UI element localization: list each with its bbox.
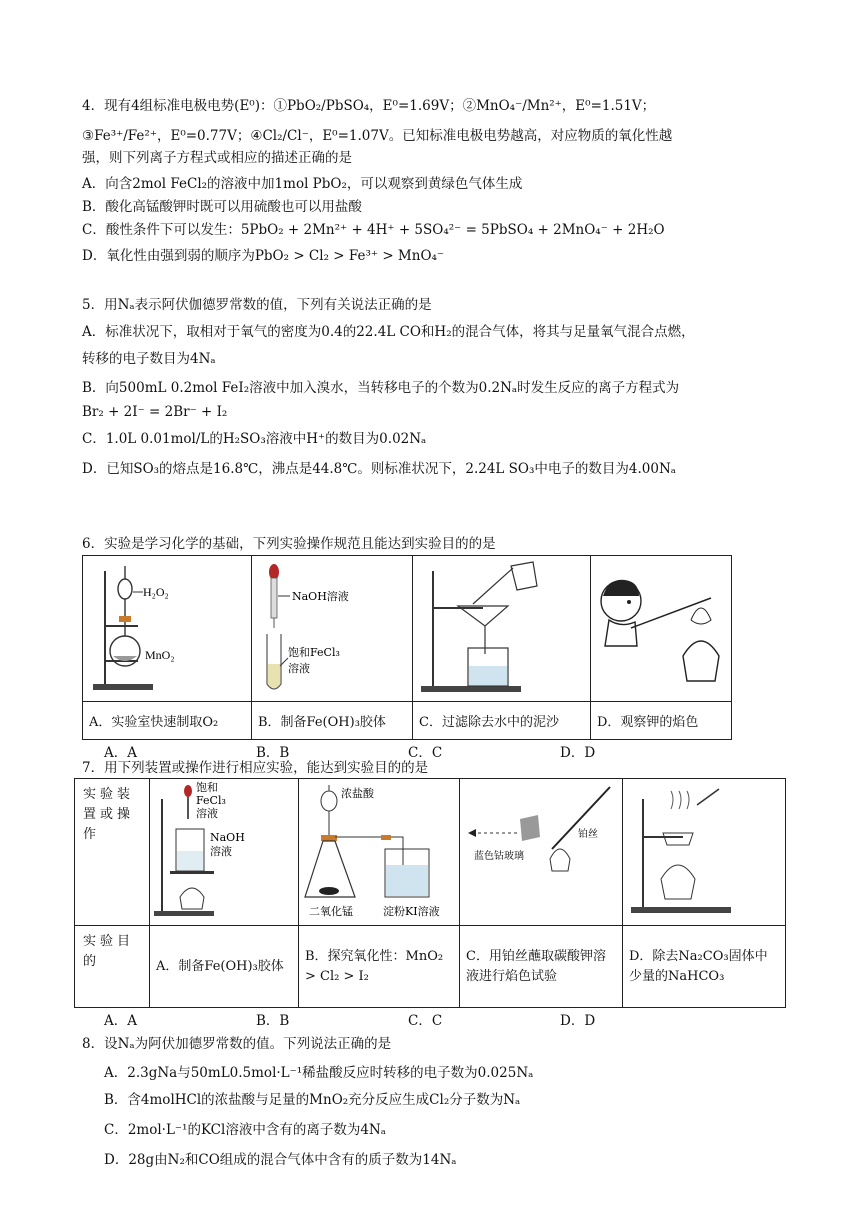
fig-label-bao: 饱和: [196, 781, 218, 794]
q7-answer-d[interactable]: D．D: [560, 1013, 596, 1029]
q5-option-a-line2: 转移的电子数目为4Nₐ: [82, 351, 216, 367]
q6-answer-c[interactable]: C．C: [408, 745, 443, 761]
q6-caption-b: B．制备Fe(OH)₃胶体: [252, 702, 413, 740]
q7-answer-options: [104, 1009, 712, 1029]
q7-stem: 7．用下列装置或操作进行相应实验，能达到实验目的的是: [82, 760, 429, 776]
fig-label-h2o2: H₂O₂: [143, 585, 169, 599]
fig-label-fecl3: FeCl₃: [196, 794, 226, 807]
q7-row-label-apparatus: 实验装置或操作: [75, 779, 150, 926]
dropping-funnel-flask-illustration: [83, 556, 251, 701]
q6-figure-b: [252, 556, 413, 702]
q7-figure-c: [460, 779, 623, 926]
colloid-heating-illustration: [150, 779, 298, 925]
q7-figure-a: [150, 779, 299, 926]
q5-option-c: C．1.0L 0.01mol/L的H₂SO₃溶液中H⁺的数目为0.02Nₐ: [82, 431, 427, 447]
fig-label-hcl: 浓盐酸: [341, 787, 374, 800]
q5-option-b-line1: B．向500mL 0.2mol FeI₂溶液中加入溴水，当转移电子的个数为0.2Nₐ时发生反应的离子方程式为: [82, 380, 680, 396]
q6-figure-c: [413, 556, 591, 702]
q8-stem: 8．设Nₐ为阿伏加德罗常数的值。下列说法正确的是: [82, 1036, 392, 1052]
flame-test-illustration: [460, 779, 622, 925]
q7-caption-b: B．探究氧化性：MnO₂ > Cl₂ > I₂: [299, 926, 460, 1008]
q6-answer-d[interactable]: D．D: [560, 745, 596, 761]
q6-caption-a: A．实验室快速制取O₂: [83, 702, 252, 740]
fig-label-solution: 溶液: [288, 662, 310, 675]
fig-label-mno2: MnO₂: [145, 648, 175, 662]
q4-option-d: D．氧化性由强到弱的顺序为PbO₂ > Cl₂ > Fe³⁺ > MnO₄⁻: [82, 248, 445, 264]
q5-option-a-line1: A．标准状况下，取相对于氧气的密度为0.4的22.4L CO和H₂的混合气体，将其与足量氧气混合点燃，: [82, 324, 695, 340]
q6-figure-d: [591, 556, 732, 702]
q7-answer-a[interactable]: A．A: [104, 1013, 137, 1029]
q5-option-b-line2: Br₂ + 2I⁻ = 2Br⁻ + I₂: [82, 404, 228, 420]
q4-stem-line1: 4．现有4组标准电极电势(E⁰)：①PbO₂/PbSO₄，E⁰=1.69V；②MnO₄⁻/Mn²⁺，E⁰=1.51V；: [82, 98, 656, 114]
fig-label-naoh: NaOH溶液: [292, 590, 349, 603]
q4-option-c: C．酸性条件下可以发生：5PbO₂ + 2Mn²⁺ + 4H⁺ + 5SO₄²⁻ = 5PbSO₄ + 2MnO₄⁻ + 2H₂O: [82, 222, 665, 238]
q8-option-b: B．含4molHCl的浓盐酸与足量的MnO₂充分反应生成Cl₂分子数为Nₐ: [104, 1092, 521, 1108]
q8-option-d: D．28g由N₂和CO组成的混合气体中含有的质子数为14Nₐ: [104, 1152, 457, 1168]
fig-label-rongye2: 溶液: [210, 845, 232, 858]
fig-label-mno2: 二氧化锰: [309, 905, 353, 918]
fig-label-naoh: NaOH: [210, 831, 245, 844]
q8-option-c: C．2mol·L⁻¹的KCl溶液中含有的离子数为4Nₐ: [104, 1122, 386, 1138]
fig-label-fecl3: 饱和FeCl₃: [288, 646, 340, 659]
q6-table: [82, 555, 732, 740]
filtration-apparatus-illustration: [413, 556, 590, 701]
q5-option-d: D．已知SO₃的熔点是16.8℃，沸点是44.8℃。则标准状况下，2.24L SO₃中电子的数目为4.00Nₐ: [82, 461, 676, 477]
q6-answer-b[interactable]: B．B: [256, 745, 290, 761]
q6-figure-a: [83, 556, 252, 702]
q6-caption-c: C．过滤除去水中的泥沙: [413, 702, 591, 740]
q7-caption-a: A．制备Fe(OH)₃胶体: [150, 926, 299, 1008]
q6-stem: 6．实验是学习化学的基础，下列实验操作规范且能达到实验目的的是: [82, 536, 496, 552]
q7-caption-d: D．除去Na₂CO₃固体中少量的NaHCO₃: [623, 926, 786, 1008]
q6-answer-a[interactable]: A．A: [104, 745, 137, 761]
child-observing-flame-illustration: [591, 556, 731, 701]
q4-stem-line2: ③Fe³⁺/Fe²⁺，E⁰=0.77V；④Cl₂/Cl⁻，E⁰=1.07V。已知标准电极电势越高，对应物质的氧化性越: [82, 128, 673, 144]
q5-stem: 5．用Nₐ表示阿伏伽德罗常数的值，下列有关说法正确的是: [82, 297, 432, 313]
q8-option-a: A．2.3gNa与50mL0.5mol·L⁻¹稀盐酸反应时转移的电子数为0.025Nₐ: [104, 1065, 534, 1081]
chlorine-generation-illustration: [299, 779, 459, 925]
q7-row-label-purpose: 实验目的: [75, 926, 150, 1008]
fig-label-rongye: 溶液: [196, 807, 218, 820]
fig-label-ki: 淀粉KI溶液: [383, 905, 440, 918]
q7-figure-d: [623, 779, 786, 926]
fig-label-pt: 铂丝: [578, 829, 598, 840]
fig-label-glass: 蓝色钴玻璃: [474, 851, 524, 862]
crucible-heating-illustration: [623, 779, 785, 925]
q7-figure-b: [299, 779, 460, 926]
q6-caption-d: D．观察钾的焰色: [591, 702, 732, 740]
dropper-test-tube-illustration: [252, 556, 412, 701]
q7-caption-c: C．用铂丝蘸取碳酸钾溶液进行焰色试验: [460, 926, 623, 1008]
q7-table: [74, 778, 786, 1008]
q7-answer-c[interactable]: C．C: [408, 1013, 443, 1029]
q4-stem-line3: 强，则下列离子方程式或相应的描述正确的是: [82, 150, 352, 166]
q4-option-b: B．酸化高锰酸钾时既可以用硫酸也可以用盐酸: [82, 199, 362, 215]
q7-answer-b[interactable]: B．B: [256, 1013, 290, 1029]
q4-option-a: A．向含2mol FeCl₂的溶液中加1mol PbO₂，可以观察到黄绿色气体生成: [82, 176, 523, 192]
